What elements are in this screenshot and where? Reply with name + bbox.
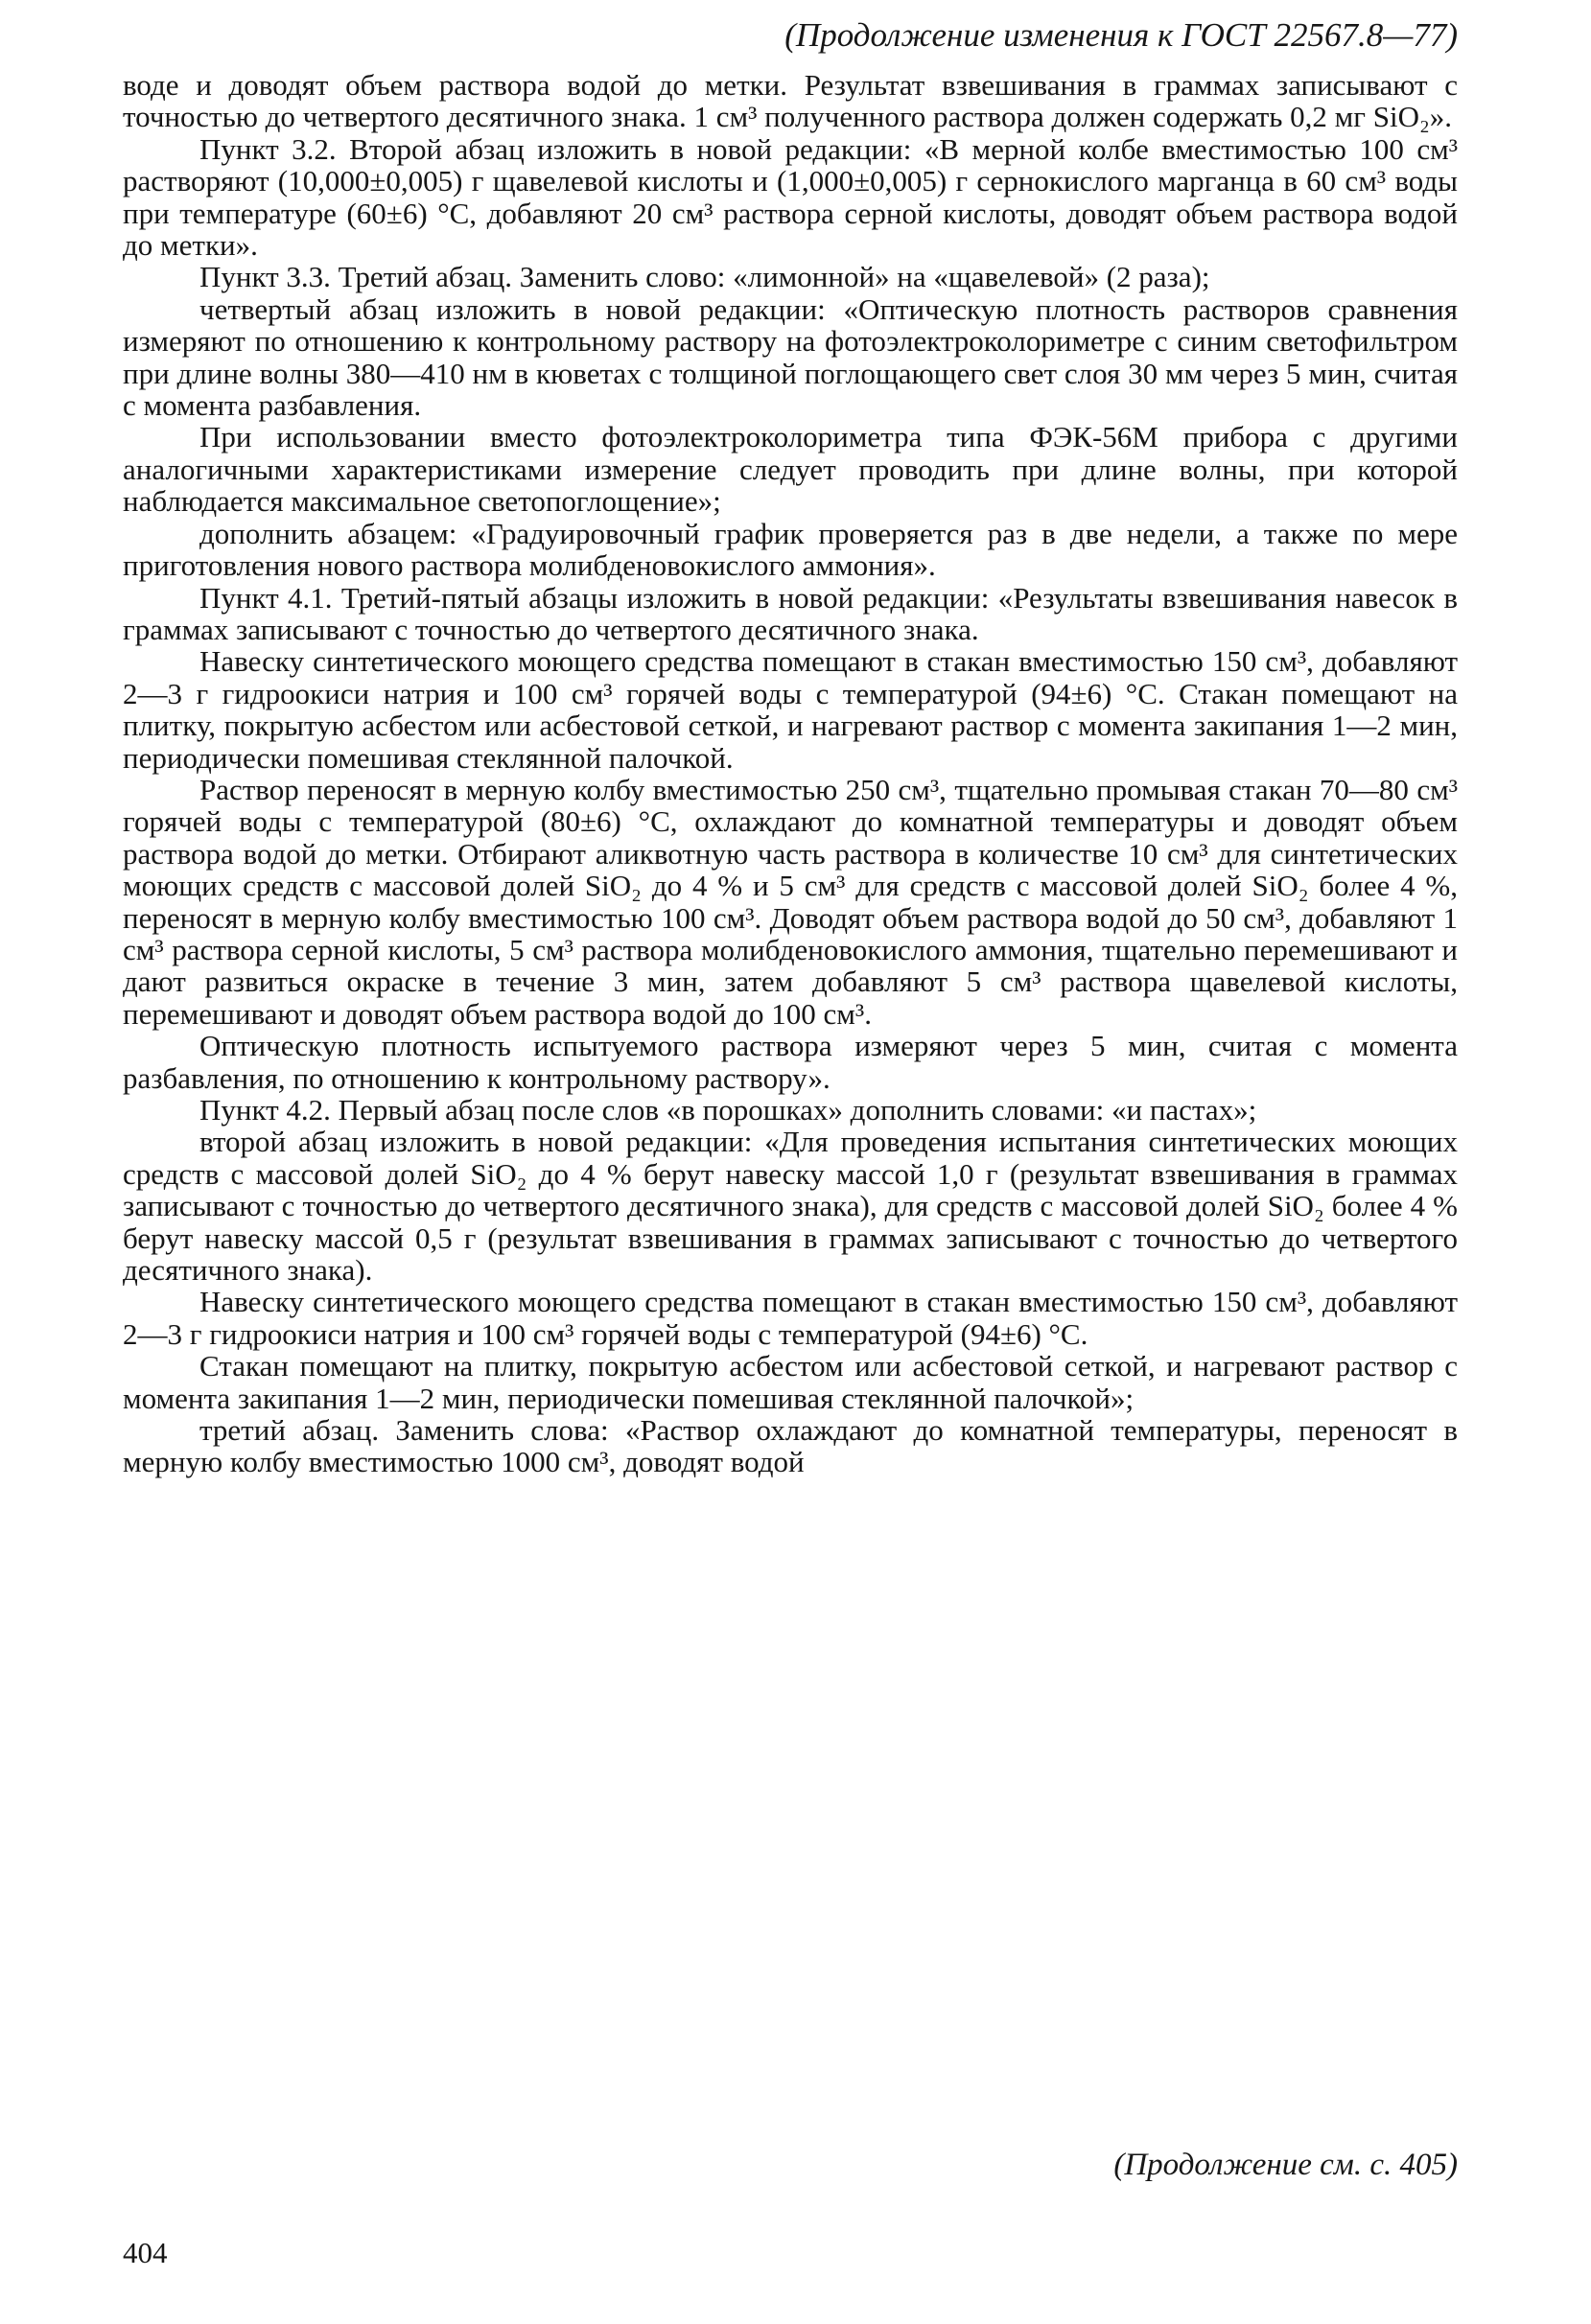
paragraph: четвертый абзац изложить в новой редакции: «Оптическую плотность растворов сравнения измеряют по отношению к контрольному раствору на фотоэлектроколориметре с синим светофильтром при длине волны 380—410 нм в кюветах с толщиной поглощающего свет слоя 30 мм через 5 мин, считая с момента разбавления. — [123, 291, 1458, 423]
document-body — [123, 69, 1458, 1478]
paragraph: второй абзац изложить в новой редакции: «Для проведения испытания синтетических моющих средств с массовой долей SiO₂ до 4 % берут навеску массой 1,0 г (результат взвешивания в граммах записывают с точностью до четвертого десятичного знака), для средств с массовой долей SiO₂ более 4 % берут навеску массой 0,5 г (результат взвешивания в граммах записывают с точностью до четвертого десятичного знака). — [123, 1125, 1458, 1288]
paragraph: Оптическую плотность испытуемого раствора измеряют через 5 мин, считая с момента разбавления, по отношению к контрольному раствору». — [123, 1029, 1458, 1095]
paragraph: Пункт 3.2. Второй абзац изложить в новой редакции: «В мерной колбе вместимостью 100 см³ растворяют (10,000±0,005) г щавелевой кислоты и (1,000±0,005) г сернокислого марганца в 60 см³ воды при температуре (60±6) °С, добавляют 20 см³ раствора серной кислоты, доводят объем раствора водой до метки». — [123, 131, 1458, 263]
paragraph: Пункт 4.2. Первый абзац после слов «в порошках» дополнить словами: «и пастах»; — [199, 1093, 1257, 1127]
paragraph: Навеску синтетического моющего средства помещают в стакан вместимостью 150 см³, добавляют 2—3 г гидроокиси натрия и 100 см³ горячей воды с температурой (94±6) °С. — [123, 1285, 1458, 1351]
page-number: 404 — [123, 2236, 168, 2269]
paragraph: Пункт 3.3. Третий абзац. Заменить слово: «лимонной» на «щавелевой» (2 раза); — [199, 260, 1210, 294]
paragraph: третий абзац. Заменить слова: «Раствор охлаждают до комнатной температуры, переносят в мерную колбу вместимостью 1000 см³, доводят водой — [123, 1413, 1458, 1479]
paragraph: воде и доводят объем раствора водой до метки. Результат взвешивания в граммах записывают с точностью до четвертого десятичного знака. 1 см³ полученного раствора должен содержать 0,2 мг SiO₂». — [123, 68, 1458, 134]
paragraph: При использовании вместо фотоэлектроколориметра типа ФЭК-56М прибора с другими аналогичными характеристиками измерение следует проводить при длине волны, при которой наблюдается максимальное светопоглощение»; — [123, 420, 1458, 519]
paragraph: дополнить абзацем: «Градуировочный график проверяется раз в две недели, а также по мере приготовления нового раствора молибденовокислого аммония». — [123, 516, 1458, 583]
running-header: (Продолжение изменения к ГОСТ 22567.8—77) — [784, 16, 1458, 54]
paragraph: Пункт 4.1. Третий-пятый абзацы изложить в новой редакции: «Результаты взвешивания навесок в граммах записывают с точностью до четвертого десятичного знака. — [123, 580, 1458, 646]
paragraph: Навеску синтетического моющего средства помещают в стакан вместимостью 150 см³, добавляют 2—3 г гидроокиси натрия и 100 см³ горячей воды с температурой (94±6) °С. Стакан помещают на плитку, покрытую асбестом или асбестовой сеткой, и нагревают раствор с момента закипания 1—2 мин, периодически помешивая стеклянной палочкой. — [123, 644, 1458, 775]
paragraph: Стакан помещают на плитку, покрытую асбестом или асбестовой сеткой, и нагревают раствор с момента закипания 1—2 мин, периодически помешивая стеклянной палочкой»; — [123, 1349, 1458, 1415]
paragraph: Раствор переносят в мерную колбу вместимостью 250 см³, тщательно промывая стакан 70—80 см³ горячей воды с температурой (80±6) °С, охлаждают до комнатной температуры и доводят объем раствора водой до метки. Отбирают аликвотную часть раствора в количестве 10 см³ для синтетических моющих средств с массовой долей SiO₂ до 4 % и 5 см³ для средств с массовой долей SiO₂ более 4 %, переносят в мерную колбу вместимостью 100 см³. Доводят объем раствора водой до 50 см³, добавляют 1 см³ раствора серной кислоты, 5 см³ раствора молибденовокислого аммония, тщательно перемешивают и дают развиться окраске в течение 3 мин, затем добавляют 5 см³ раствора щавелевой кислоты, перемешивают и доводят объем раствора водой до 100 см³. — [123, 772, 1458, 1031]
continuation-note: (Продолжение см. с. 405) — [1113, 2148, 1458, 2182]
